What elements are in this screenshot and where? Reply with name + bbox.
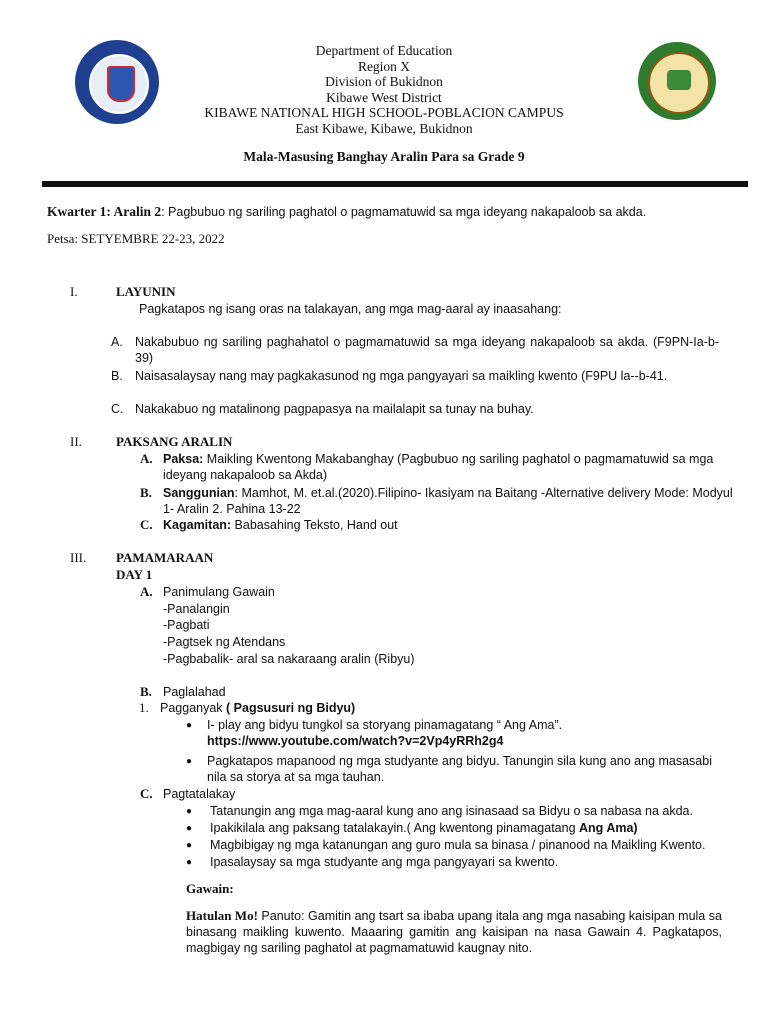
pagganyak-line xyxy=(160,700,355,716)
kwarter-text: : Pagbubuo ng sariling paghatol o pagmamatuwid sa mga ideyang nakapaloob sa akda. xyxy=(161,205,647,219)
section-heading: PAMAMARAAN xyxy=(116,550,214,565)
item-letter: B. xyxy=(111,369,123,383)
objective-item: Nakabubuo ng sariling paghahatol o pagmamatuwid sa mga ideyang nakapaloob sa akda. (F9PN-Ia-b-39) xyxy=(135,335,719,365)
activity-item: -Panalangin xyxy=(163,602,230,616)
section-number: III. xyxy=(70,550,87,565)
bullet-text: I- play ang bidyu tungkol sa storyang pinamagatang “ Ang Ama”. xyxy=(207,718,563,732)
item-letter: C. xyxy=(140,786,153,801)
activity-item: -Pagtsek ng Atendans xyxy=(163,635,286,649)
document-title: Mala-Masusing Banghay Aralin Para sa Grade 9 xyxy=(243,149,525,164)
objective-item: Nakakabuo ng matalinong pagpapasya na mailalapit sa tunay na buhay. xyxy=(135,402,534,416)
kwarter-line xyxy=(47,204,747,220)
kwarter-label: Kwarter 1: Aralin 2 xyxy=(47,204,162,219)
pagtatalakay-label: Pagtatalakay xyxy=(163,787,236,801)
header-line: Region X xyxy=(357,58,411,74)
petsa: Petsa: SETYEMBRE 22-23, 2022 xyxy=(47,231,225,246)
bullet-item: Pagkatapos mapanood ng mga studyante ang bidyu. Tanungin sila kung ano ang masasabi nila sa storya at sa mga tauhan. xyxy=(207,754,712,784)
pagganyak-bold: ( Pagsusuri ng Bidyu) xyxy=(226,701,356,715)
sanggunian-text: : Mamhot, M. et.al.(2020).Filipino- Ikasiyam na Baitang -Alternative delivery Mode: Modyul 1- Aralin 2. Pahina 13-22 xyxy=(163,486,733,516)
sanggunian-label: Sanggunian xyxy=(163,486,235,500)
paksa-text: Maikling Kwentong Makabanghay (Pagbubuo ng sariling paghatol o pagmamatuwid sa mga ideyang nakapaloob sa Akda) xyxy=(163,452,714,482)
video-link[interactable]: https://www.youtube.com/watch?v=2Vp4yRRh2g4 xyxy=(207,734,504,748)
panimulang-label: Panimulang Gawain xyxy=(163,585,275,599)
header-line: Kibawe West District xyxy=(326,89,442,105)
hatulan-text: Panuto: Gamitin ang tsart sa ibaba upang itala ang mga nasabing kaisipan mula sa binasang maikling kuwento. Maaaring gamitin ang kaisipan na nasa Gawain 4. Pagkatapos, magbigay ng sariling paghatol at pagmamatuwid kaugnay nito. xyxy=(186,909,722,955)
item-letter: A. xyxy=(140,584,153,599)
section-number: I. xyxy=(70,284,78,299)
kagamitan-label: Kagamitan: xyxy=(163,518,232,532)
bullet-text: Ipakikilala ang paksang tatalakayin.( Ang kwentong pinamagatang xyxy=(210,821,580,835)
day-label: DAY 1 xyxy=(116,567,153,582)
bullet-icon: ● xyxy=(186,756,193,767)
header-line: Department of Education xyxy=(315,43,453,58)
hatulan-label: Hatulan Mo! xyxy=(186,908,258,923)
gawain-heading: Gawain: xyxy=(186,881,234,896)
header-line: East Kibawe, Kibawe, Bukidnon xyxy=(295,120,473,136)
activity-item: -Pagbabalik- aral sa nakaraang aralin (Ribyu) xyxy=(163,652,415,666)
item-letter: B. xyxy=(140,485,152,500)
section-heading: PAKSANG ARALIN xyxy=(116,434,233,449)
activity-item: -Pagbati xyxy=(163,618,210,632)
sanggunian-item xyxy=(163,485,743,517)
bullet-item: Tatanungin ang mga mag-aaral kung ano ang isinasaad sa Bidyu o sa nabasa na akda. xyxy=(210,804,693,818)
bullet-icon: ● xyxy=(186,720,193,731)
bullet-item xyxy=(210,820,730,836)
section-number: II. xyxy=(70,434,82,449)
item-letter: B. xyxy=(140,684,152,699)
objective-item: Naisasalaysay nang may pagkakasunod ng mga pangyayari sa maikling kwento (F9PU la--b-41. xyxy=(135,369,668,383)
section-heading: LAYUNIN xyxy=(116,284,176,299)
bullet-icon: ● xyxy=(186,840,193,851)
bullet-item: Ipasalaysay sa mga studyante ang mga pangyayari sa kwento. xyxy=(210,855,559,869)
sub-number: 1. xyxy=(139,700,149,715)
paksa-label: Paksa: xyxy=(163,452,204,466)
paglalahad-label: Paglalahad xyxy=(163,685,226,699)
header-line: Division of Bukidnon xyxy=(325,74,443,89)
layunin-intro: Pagkatapos ng isang oras na talakayan, ang mga mag-aaral ay inaasahang: xyxy=(139,302,562,316)
bullet-icon: ● xyxy=(186,857,193,868)
kagamitan-text: Babasahing Teksto, Hand out xyxy=(231,518,398,532)
bullet-icon: ● xyxy=(186,823,193,834)
bullet-icon: ● xyxy=(186,806,193,817)
header-divider xyxy=(42,181,748,187)
header-line: KIBAWE NATIONAL HIGH SCHOOL-POBLACION CAMPUS xyxy=(204,105,564,120)
pagganyak-label: Pagganyak xyxy=(160,701,223,715)
item-letter: C. xyxy=(140,517,153,532)
bullet-item: Magbibigay ng mga katanungan ang guro mula sa binasa / pinanood na Maikling Kwento. xyxy=(210,838,706,852)
letterhead xyxy=(0,43,768,136)
kagamitan-item xyxy=(163,517,398,533)
item-letter: C. xyxy=(111,402,124,416)
item-letter: A. xyxy=(111,335,123,349)
bullet-bold: Ang Ama) xyxy=(579,821,638,835)
paksa-item xyxy=(163,451,723,483)
bullet-item xyxy=(207,717,727,749)
hatulan-paragraph xyxy=(186,908,722,956)
item-letter: A. xyxy=(140,451,153,466)
